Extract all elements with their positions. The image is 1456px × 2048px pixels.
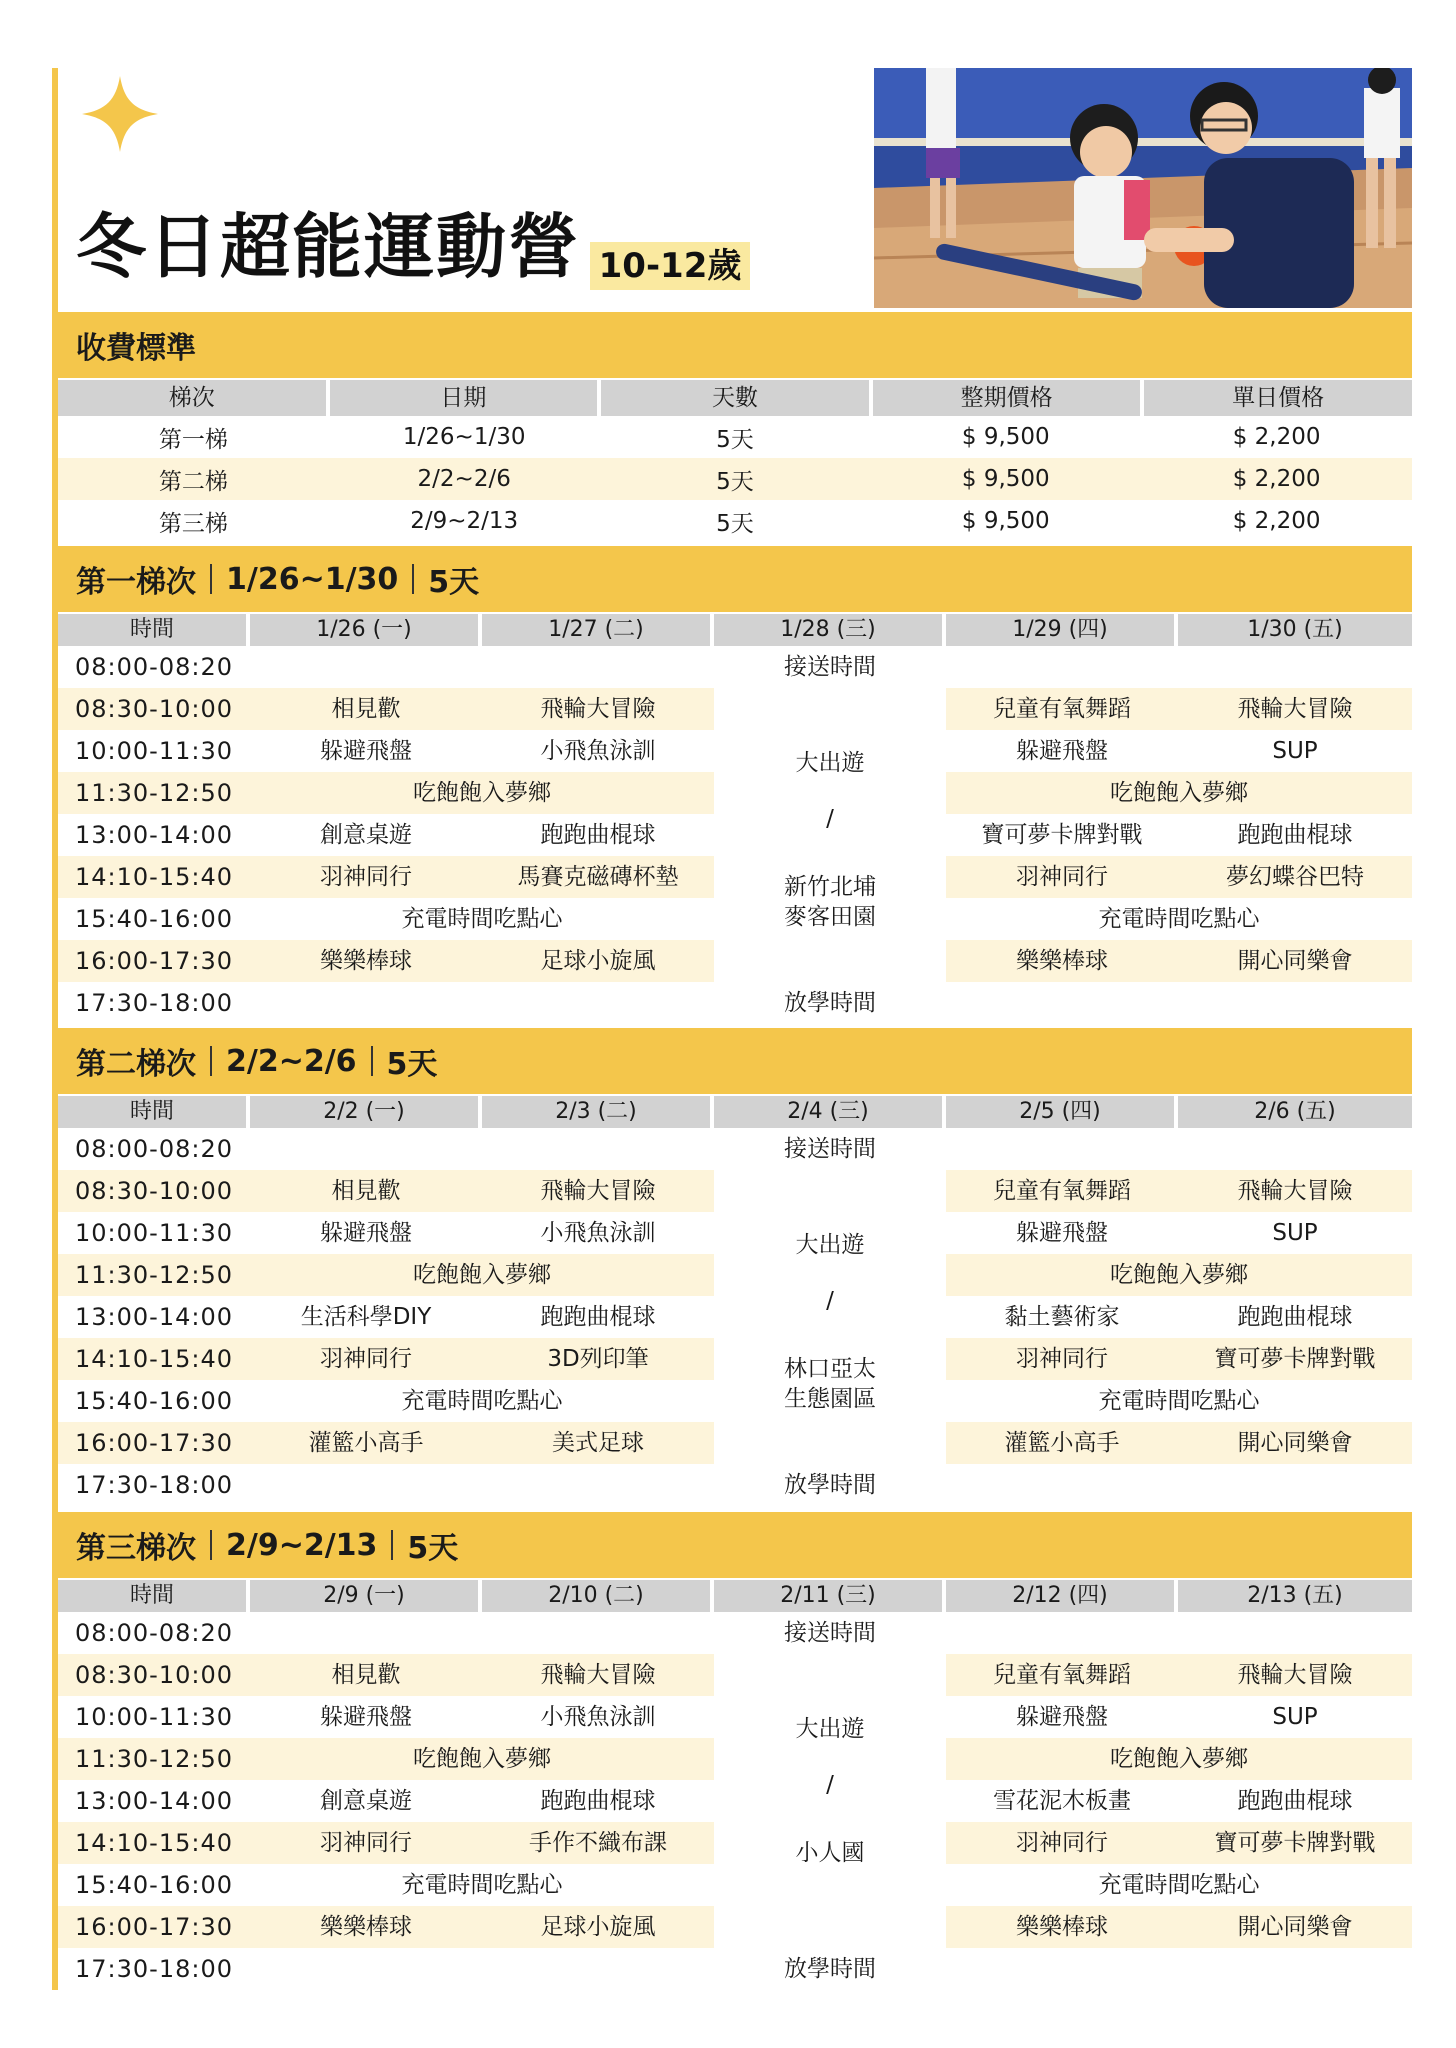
time-cell: 08:00-08:20 — [75, 1619, 233, 1647]
activity-cell: 躲避飛盤 — [1016, 1220, 1108, 1246]
activity-cell: 兒童有氧舞蹈 — [993, 696, 1131, 722]
activity-cell: 灌籃小高手 — [1004, 1430, 1120, 1456]
activity-cell: 躲避飛盤 — [320, 1704, 412, 1730]
wednesday-outing — [714, 1170, 946, 1464]
schedule-row — [58, 1464, 1412, 1506]
activity-cell: 創意桌遊 — [320, 1788, 412, 1814]
activity-cell: 吃飽飽入夢鄉 — [1110, 1746, 1248, 1772]
schedule-header-cell: 1/28 (三) — [714, 614, 946, 646]
wednesday-line: 林口亞太 — [784, 1356, 876, 1382]
time-cell: 16:00-17:30 — [75, 947, 233, 975]
time-cell: 16:00-17:30 — [75, 1429, 233, 1457]
time-cell: 08:30-10:00 — [75, 1661, 233, 1689]
activity-cell: 羽神同行 — [1016, 1346, 1108, 1372]
fee-header-cell: 日期 — [330, 380, 602, 416]
schedule-row — [58, 1612, 1412, 1654]
divider — [210, 564, 212, 594]
activity-cell: 寶可夢卡牌對戰 — [981, 822, 1143, 848]
activity-cell: 羽神同行 — [320, 864, 412, 890]
activity-cell: 吃飽飽入夢鄉 — [413, 780, 551, 806]
fee-cell: 2/9~2/13 — [410, 508, 519, 534]
time-cell: 14:10-15:40 — [75, 1345, 233, 1373]
activity-cell: 足球小旋風 — [540, 948, 656, 974]
activity-cell: SUP — [1272, 738, 1318, 764]
time-cell: 08:30-10:00 — [75, 695, 233, 723]
activity-cell: 跑跑曲棍球 — [1237, 1788, 1353, 1814]
activity-cell: 飛輪大冒險 — [1237, 696, 1353, 722]
activity-cell: 手作不織布課 — [529, 1830, 667, 1856]
activity-cell: 灌籃小高手 — [308, 1430, 424, 1456]
schedule-header-cell: 1/30 (五) — [1247, 617, 1343, 642]
wednesday-outing — [714, 688, 946, 982]
schedule-table — [58, 1580, 1412, 1990]
fee-cell: 5天 — [716, 510, 754, 537]
activity-cell: 樂樂棒球 — [1016, 948, 1108, 974]
activity-cell: 小飛魚泳訓 — [540, 1704, 656, 1730]
activity-cell: 相見歡 — [331, 696, 401, 722]
wednesday-line: 大出遊 — [795, 750, 865, 776]
wednesday-line: 大出遊 — [795, 1232, 865, 1258]
schedule-header-cell: 2/2 (一) — [250, 1096, 482, 1128]
activity-cell: 寶可夢卡牌對戰 — [1214, 1830, 1376, 1856]
time-cell: 10:00-11:30 — [75, 1703, 233, 1731]
schedule-header-cell: 2/13 (五) — [1247, 1583, 1343, 1608]
session-days: 5天 — [407, 1531, 459, 1566]
schedule-header-row — [58, 614, 1412, 646]
activity-cell: 躲避飛盤 — [1016, 738, 1108, 764]
age-badge: 10-12歲 — [590, 242, 750, 290]
activity-cell: 羽神同行 — [1016, 864, 1108, 890]
time-cell: 11:30-12:50 — [75, 779, 233, 807]
fee-header-cell: 梯次 — [58, 380, 330, 416]
wednesday-line: 小人國 — [795, 1840, 865, 1866]
schedule-row — [58, 1128, 1412, 1170]
activity-cell: 躲避飛盤 — [320, 738, 412, 764]
schedule-header-row — [58, 1096, 1412, 1128]
fee-table — [58, 380, 1412, 542]
time-cell: 13:00-14:00 — [75, 1303, 233, 1331]
schedule-header-cell: 2/9 (一) — [250, 1580, 482, 1612]
session-heading — [58, 1512, 1412, 1578]
fee-cell: $ 9,500 — [961, 508, 1050, 534]
time-cell: 13:00-14:00 — [75, 1787, 233, 1815]
session-name: 第二梯次 — [76, 1047, 196, 1082]
time-cell: 15:40-16:00 — [75, 1387, 233, 1415]
fee-cell: 5天 — [716, 426, 754, 453]
schedule-header-row — [58, 1580, 1412, 1612]
activity-cell: 小飛魚泳訓 — [540, 1220, 656, 1246]
activity-cell: 躲避飛盤 — [1016, 1704, 1108, 1730]
activity-cell: 羽神同行 — [320, 1346, 412, 1372]
time-cell: 08:00-08:20 — [75, 1135, 233, 1163]
fee-heading-label: 收費標準 — [76, 331, 196, 366]
session-days: 5天 — [428, 565, 480, 600]
activity-cell: 黏土藝術家 — [1004, 1304, 1120, 1330]
fee-row — [58, 416, 1412, 458]
wednesday-outing — [714, 1654, 946, 1948]
activity-cell: 跑跑曲棍球 — [1237, 1304, 1353, 1330]
activity-cell: 飛輪大冒險 — [540, 696, 656, 722]
fee-cell: 1/26~1/30 — [402, 424, 526, 450]
schedule-header-cell: 2/12 (四) — [946, 1580, 1178, 1612]
session-range: 1/26~1/30 — [226, 561, 399, 597]
session-range: 2/9~2/13 — [226, 1527, 378, 1563]
activity-cell: 樂樂棒球 — [320, 948, 412, 974]
pickup-cell: 接送時間 — [784, 1620, 876, 1646]
wednesday-line: 新竹北埔 — [784, 874, 876, 900]
wednesday-line: 麥客田園 — [784, 904, 876, 930]
divider — [391, 1530, 393, 1560]
activity-cell: 跑跑曲棍球 — [540, 1304, 656, 1330]
time-cell: 13:00-14:00 — [75, 821, 233, 849]
session-days: 5天 — [386, 1047, 438, 1082]
activity-cell: 雪花泥木板畫 — [993, 1788, 1131, 1814]
wednesday-line: / — [826, 1772, 834, 1798]
time-cell: 16:00-17:30 — [75, 1913, 233, 1941]
time-cell: 10:00-11:30 — [75, 737, 233, 765]
page-title: 冬日超能運動營 — [76, 206, 580, 288]
activity-cell: 充電時間吃點心 — [1098, 906, 1260, 932]
divider — [210, 1530, 212, 1560]
fee-header-cell: 整期價格 — [873, 380, 1145, 416]
time-cell: 11:30-12:50 — [75, 1745, 233, 1773]
activity-cell: 3D列印筆 — [547, 1346, 649, 1372]
activity-cell: 樂樂棒球 — [320, 1914, 412, 1940]
schedule-header-cell: 1/26 (一) — [250, 614, 482, 646]
activity-cell: 兒童有氧舞蹈 — [993, 1178, 1131, 1204]
fee-cell: 第二梯 — [158, 468, 228, 495]
activity-cell: 躲避飛盤 — [320, 1220, 412, 1246]
schedule-header-cell: 時間 — [58, 614, 250, 646]
activity-cell: 吃飽飽入夢鄉 — [1110, 780, 1248, 806]
schedule-table — [58, 1096, 1412, 1506]
activity-cell: SUP — [1272, 1704, 1318, 1730]
activity-cell: 夢幻蝶谷巴特 — [1226, 864, 1364, 890]
activity-cell: 充電時間吃點心 — [401, 1872, 563, 1898]
dismissal-cell: 放學時間 — [784, 1472, 876, 1498]
time-cell: 17:30-18:00 — [75, 1471, 233, 1499]
fee-cell: $ 2,200 — [1232, 508, 1321, 534]
fee-cell: 5天 — [716, 468, 754, 495]
activity-cell: 飛輪大冒險 — [1237, 1662, 1353, 1688]
dismissal-cell: 放學時間 — [784, 990, 876, 1016]
session-name: 第一梯次 — [76, 565, 196, 600]
divider — [371, 1046, 373, 1076]
activity-cell: 飛輪大冒險 — [540, 1178, 656, 1204]
activity-cell: 足球小旋風 — [540, 1914, 656, 1940]
activity-cell: 開心同樂會 — [1237, 948, 1353, 974]
activity-cell: 開心同樂會 — [1237, 1430, 1353, 1456]
fee-header-cell: 單日價格 — [1232, 385, 1325, 411]
activity-cell: 樂樂棒球 — [1016, 1914, 1108, 1940]
fee-heading — [58, 312, 1412, 378]
session-name: 第三梯次 — [76, 1531, 196, 1566]
activity-cell: 馬賽克磁磚杯墊 — [517, 864, 679, 890]
time-cell: 08:30-10:00 — [75, 1177, 233, 1205]
fee-header-row — [58, 380, 1412, 416]
schedule-header-cell: 時間 — [58, 1096, 250, 1128]
divider — [412, 564, 414, 594]
activity-cell: 飛輪大冒險 — [540, 1662, 656, 1688]
pickup-cell: 接送時間 — [784, 1136, 876, 1162]
fee-cell: $ 2,200 — [1232, 424, 1321, 450]
activity-cell: 吃飽飽入夢鄉 — [413, 1262, 551, 1288]
fee-header-cell: 天數 — [601, 380, 873, 416]
sparkle-icon — [82, 76, 158, 152]
time-cell: 15:40-16:00 — [75, 905, 233, 933]
schedule-header-cell: 1/27 (二) — [482, 614, 714, 646]
activity-cell: 跑跑曲棍球 — [1237, 822, 1353, 848]
fee-row — [58, 458, 1412, 500]
wednesday-line: 生態園區 — [784, 1386, 876, 1412]
schedule-header-cell: 1/29 (四) — [946, 614, 1178, 646]
fee-cell: $ 9,500 — [961, 424, 1050, 450]
schedule-table — [58, 614, 1412, 1024]
fee-cell: 2/2~2/6 — [417, 466, 511, 492]
schedule-header-cell: 2/11 (三) — [714, 1580, 946, 1612]
time-cell: 10:00-11:30 — [75, 1219, 233, 1247]
wednesday-line: / — [826, 1288, 834, 1314]
session-range: 2/2~2/6 — [226, 1043, 357, 1079]
activity-cell: 相見歡 — [331, 1662, 401, 1688]
activity-cell: 羽神同行 — [1016, 1830, 1108, 1856]
activity-cell: 充電時間吃點心 — [401, 906, 563, 932]
activity-cell: 充電時間吃點心 — [1098, 1388, 1260, 1414]
fee-row — [58, 500, 1412, 542]
activity-cell: 飛輪大冒險 — [1237, 1178, 1353, 1204]
activity-cell: 吃飽飽入夢鄉 — [413, 1746, 551, 1772]
fee-cell: $ 2,200 — [1232, 466, 1321, 492]
dismissal-cell: 放學時間 — [784, 1956, 876, 1982]
session-heading — [58, 546, 1412, 612]
activity-cell: SUP — [1272, 1220, 1318, 1246]
time-cell: 11:30-12:50 — [75, 1261, 233, 1289]
schedule-row — [58, 982, 1412, 1024]
activity-cell: 相見歡 — [331, 1178, 401, 1204]
schedule-header-cell: 2/6 (五) — [1254, 1099, 1336, 1124]
activity-cell: 跑跑曲棍球 — [540, 1788, 656, 1814]
schedule-header-cell: 2/3 (二) — [482, 1096, 714, 1128]
activity-cell: 跑跑曲棍球 — [540, 822, 656, 848]
wednesday-line: / — [826, 806, 834, 832]
fee-cell: $ 9,500 — [961, 466, 1050, 492]
time-cell: 15:40-16:00 — [75, 1871, 233, 1899]
session-heading — [58, 1028, 1412, 1094]
camp-photo — [874, 68, 1412, 308]
fee-cell: 第一梯 — [158, 426, 228, 453]
wednesday-line: 大出遊 — [795, 1716, 865, 1742]
schedule-header-cell: 2/10 (二) — [482, 1580, 714, 1612]
activity-cell: 羽神同行 — [320, 1830, 412, 1856]
schedule-header-cell: 2/5 (四) — [946, 1096, 1178, 1128]
activity-cell: 充電時間吃點心 — [1098, 1872, 1260, 1898]
activity-cell: 生活科學DIY — [300, 1304, 432, 1330]
schedule-header-cell: 2/4 (三) — [714, 1096, 946, 1128]
activity-cell: 寶可夢卡牌對戰 — [1214, 1346, 1376, 1372]
activity-cell: 吃飽飽入夢鄉 — [1110, 1262, 1248, 1288]
activity-cell: 開心同樂會 — [1237, 1914, 1353, 1940]
pickup-cell: 接送時間 — [784, 654, 876, 680]
activity-cell: 充電時間吃點心 — [401, 1388, 563, 1414]
time-cell: 17:30-18:00 — [75, 989, 233, 1017]
divider — [210, 1046, 212, 1076]
time-cell: 14:10-15:40 — [75, 863, 233, 891]
schedule-row — [58, 646, 1412, 688]
activity-cell: 兒童有氧舞蹈 — [993, 1662, 1131, 1688]
fee-cell: 第三梯 — [158, 510, 228, 537]
activity-cell: 美式足球 — [552, 1430, 644, 1456]
activity-cell: 小飛魚泳訓 — [540, 738, 656, 764]
time-cell: 14:10-15:40 — [75, 1829, 233, 1857]
schedule-row — [58, 1948, 1412, 1990]
activity-cell: 創意桌遊 — [320, 822, 412, 848]
time-cell: 08:00-08:20 — [75, 653, 233, 681]
time-cell: 17:30-18:00 — [75, 1955, 233, 1983]
schedule-header-cell: 時間 — [58, 1580, 250, 1612]
